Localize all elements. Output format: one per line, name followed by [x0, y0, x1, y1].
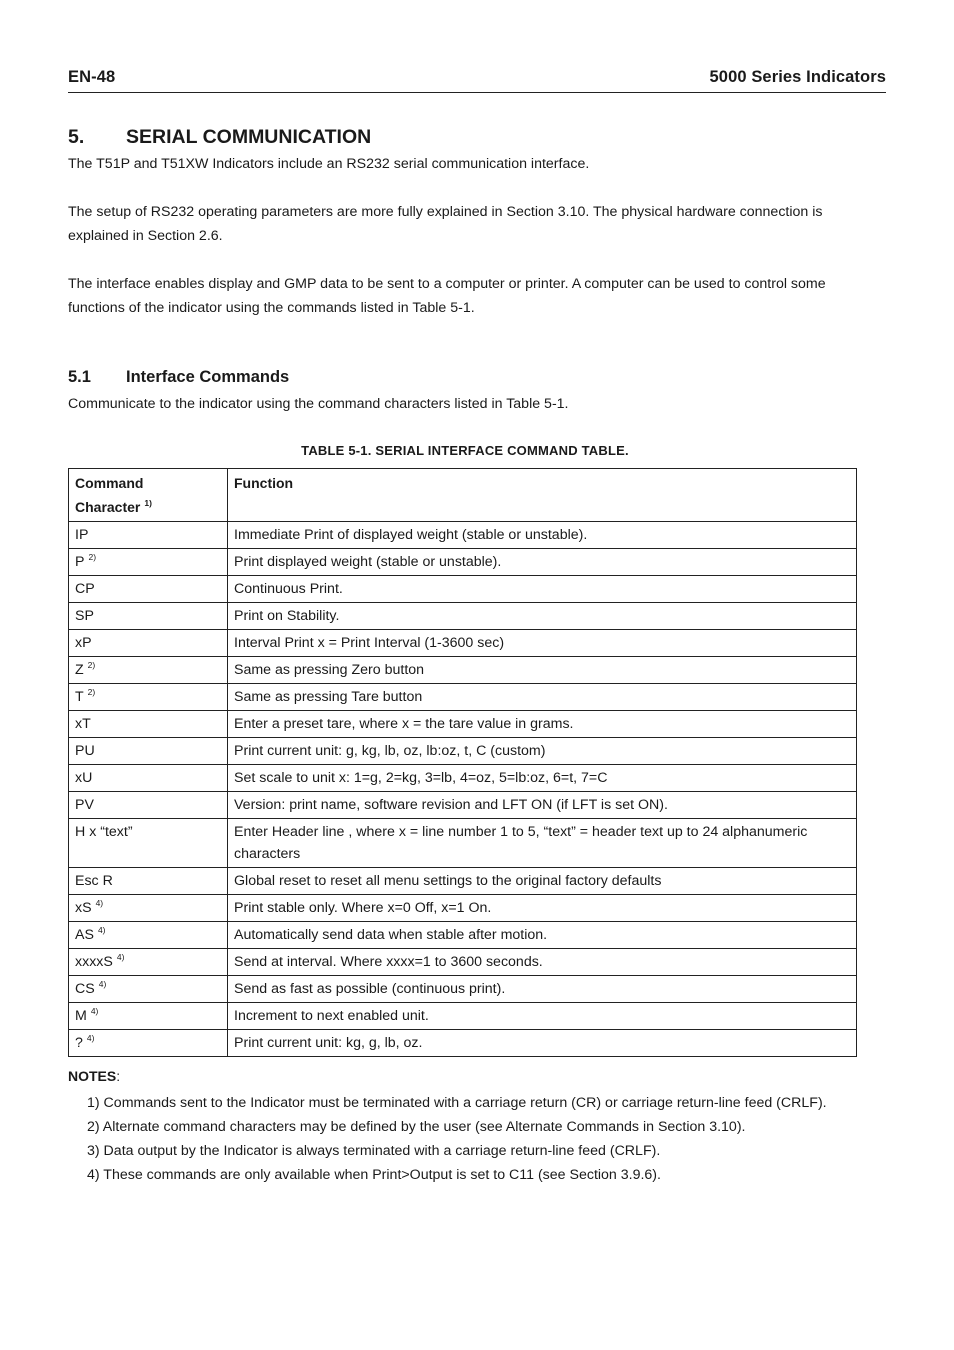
table-row — [69, 922, 857, 949]
command-character: Z — [75, 662, 84, 678]
footnote-ref: 2) — [88, 552, 97, 563]
note-item: 3) Data output by the Indicator is always terminated with a carriage return-line feed (CRLF). — [87, 1143, 661, 1159]
function-cell: Print current unit: kg, g, lb, oz. — [228, 1030, 857, 1057]
command-character: xU — [75, 770, 93, 786]
section-number: 5. — [68, 126, 85, 148]
function-cell: Print current unit: g, kg, lb, oz, lb:oz, t, C (custom) — [228, 738, 857, 765]
command-cell — [69, 1003, 228, 1030]
column-header-function: Function — [228, 469, 857, 522]
command-cell — [69, 792, 228, 819]
document-title: 5000 Series Indicators — [709, 68, 886, 86]
command-cell — [69, 522, 228, 549]
footnote-ref: 2) — [87, 660, 96, 671]
table-row — [69, 738, 857, 765]
table-header-row — [69, 469, 857, 522]
command-character: P — [75, 554, 85, 570]
column-header-command-line2: Character — [75, 499, 141, 515]
function-cell: Immediate Print of displayed weight (stable or unstable). — [228, 522, 857, 549]
table-row — [69, 1003, 857, 1030]
function-cell: Same as pressing Zero button — [228, 657, 857, 684]
command-cell — [69, 868, 228, 895]
command-character: AS — [75, 927, 94, 943]
table-row — [69, 819, 857, 868]
notes-title: NOTES: — [68, 1068, 121, 1084]
function-cell: Interval Print x = Print Interval (1-3600 sec) — [228, 630, 857, 657]
command-cell — [69, 765, 228, 792]
footnote-ref: 4) — [116, 952, 125, 963]
paragraph-1: The T51P and T51XW Indicators include an RS232 serial communication interface. — [68, 156, 590, 172]
page-number: EN-48 — [68, 68, 116, 86]
command-character: IP — [75, 527, 89, 543]
notes-label: NOTES — [68, 1068, 117, 1084]
command-cell — [69, 819, 228, 868]
subsection-number: 5.1 — [68, 368, 91, 386]
note-item: 4) These commands are only available when Print>Output is set to C11 (see Section 3.9.6). — [87, 1167, 661, 1183]
table-caption: TABLE 5-1. SERIAL INTERFACE COMMAND TABLE. — [301, 443, 629, 458]
function-cell: Same as pressing Tare button — [228, 684, 857, 711]
section-heading — [68, 126, 371, 149]
footnote-ref: 4) — [90, 1006, 99, 1017]
function-cell: Print on Stability. — [228, 603, 857, 630]
command-cell — [69, 922, 228, 949]
command-cell — [69, 976, 228, 1003]
command-cell — [69, 630, 228, 657]
command-character: PV — [75, 797, 94, 813]
function-cell: Send at interval. Where xxxx=1 to 3600 seconds. — [228, 949, 857, 976]
function-cell: Print displayed weight (stable or unstable). — [228, 549, 857, 576]
function-cell: Enter Header line , where x = line number 1 to 5, “text” = header text up to 24 alphanumeric characters — [228, 819, 857, 868]
command-cell — [69, 738, 228, 765]
paragraph-2: The setup of RS232 operating parameters are more fully explained in Section 3.10. The physical hardware connection is explained in Section 2.6. — [68, 204, 823, 244]
function-cell: Automatically send data when stable after motion. — [228, 922, 857, 949]
footnote-ref: 4) — [86, 1033, 95, 1044]
command-character: xxxxS — [75, 954, 113, 970]
footnote-ref: 2) — [87, 687, 96, 698]
footnote-ref: 4) — [95, 898, 104, 909]
footnote-ref: 4) — [97, 925, 106, 936]
function-cell: Continuous Print. — [228, 576, 857, 603]
function-cell: Global reset to reset all menu settings to the original factory defaults — [228, 868, 857, 895]
command-cell — [69, 949, 228, 976]
section-title: SERIAL COMMUNICATION — [126, 126, 372, 148]
table-row — [69, 1030, 857, 1057]
table-row — [69, 765, 857, 792]
command-cell — [69, 684, 228, 711]
command-cell — [69, 549, 228, 576]
command-cell — [69, 895, 228, 922]
command-character: CS — [75, 981, 95, 997]
command-cell — [69, 1030, 228, 1057]
command-character: H x “text” — [75, 824, 133, 840]
command-cell — [69, 576, 228, 603]
table-row — [69, 576, 857, 603]
table-row — [69, 711, 857, 738]
notes-list — [87, 1091, 877, 1187]
footnote-ref: 1) — [144, 498, 152, 509]
function-cell: Increment to next enabled unit. — [228, 1003, 857, 1030]
command-character: PU — [75, 743, 95, 759]
column-header-command-line1: Command — [75, 475, 144, 491]
subsection-intro: Communicate to the indicator using the command characters listed in Table 5-1. — [68, 396, 569, 412]
table-row — [69, 549, 857, 576]
table-row — [69, 792, 857, 819]
footnote-ref: 4) — [98, 979, 107, 990]
table-row — [69, 522, 857, 549]
table-row — [69, 949, 857, 976]
function-cell: Version: print name, software revision and LFT ON (if LFT is set ON). — [228, 792, 857, 819]
table-row — [69, 603, 857, 630]
command-cell — [69, 603, 228, 630]
command-cell — [69, 711, 228, 738]
command-character: T — [75, 689, 84, 705]
function-cell: Send as fast as possible (continuous print). — [228, 976, 857, 1003]
command-character: xS — [75, 900, 92, 916]
note-item: 2) Alternate command characters may be defined by the user (see Alternate Commands in Section 3.10). — [87, 1119, 746, 1135]
command-character: xP — [75, 635, 92, 651]
table-body — [69, 522, 857, 1057]
paragraph-3: The interface enables display and GMP data to be sent to a computer or printer. A computer can be used to control some functions of the indicator using the commands listed in Table 5-1. — [68, 276, 826, 316]
command-character: Esc R — [75, 873, 113, 889]
function-cell: Set scale to unit x: 1=g, 2=kg, 3=lb, 4=oz, 5=lb:oz, 6=t, 7=C — [228, 765, 857, 792]
table-row — [69, 895, 857, 922]
command-cell — [69, 657, 228, 684]
note-item: 1) Commands sent to the Indicator must be terminated with a carriage return (CR) or carriage return-line feed (CRLF). — [87, 1095, 827, 1111]
command-character: M — [75, 1008, 87, 1024]
function-cell: Print stable only. Where x=0 Off, x=1 On. — [228, 895, 857, 922]
command-character: CP — [75, 581, 95, 597]
table-row — [69, 657, 857, 684]
command-character: SP — [75, 608, 94, 624]
table-row — [69, 976, 857, 1003]
command-character: ? — [75, 1035, 83, 1051]
page-header — [68, 66, 886, 93]
table-row — [69, 684, 857, 711]
command-table — [68, 468, 857, 1057]
command-character: xT — [75, 716, 91, 732]
function-cell: Enter a preset tare, where x = the tare value in grams. — [228, 711, 857, 738]
subsection-heading — [68, 368, 289, 387]
column-header-command — [69, 469, 228, 522]
subsection-title: Interface Commands — [126, 368, 290, 386]
table-row — [69, 630, 857, 657]
table-row — [69, 868, 857, 895]
